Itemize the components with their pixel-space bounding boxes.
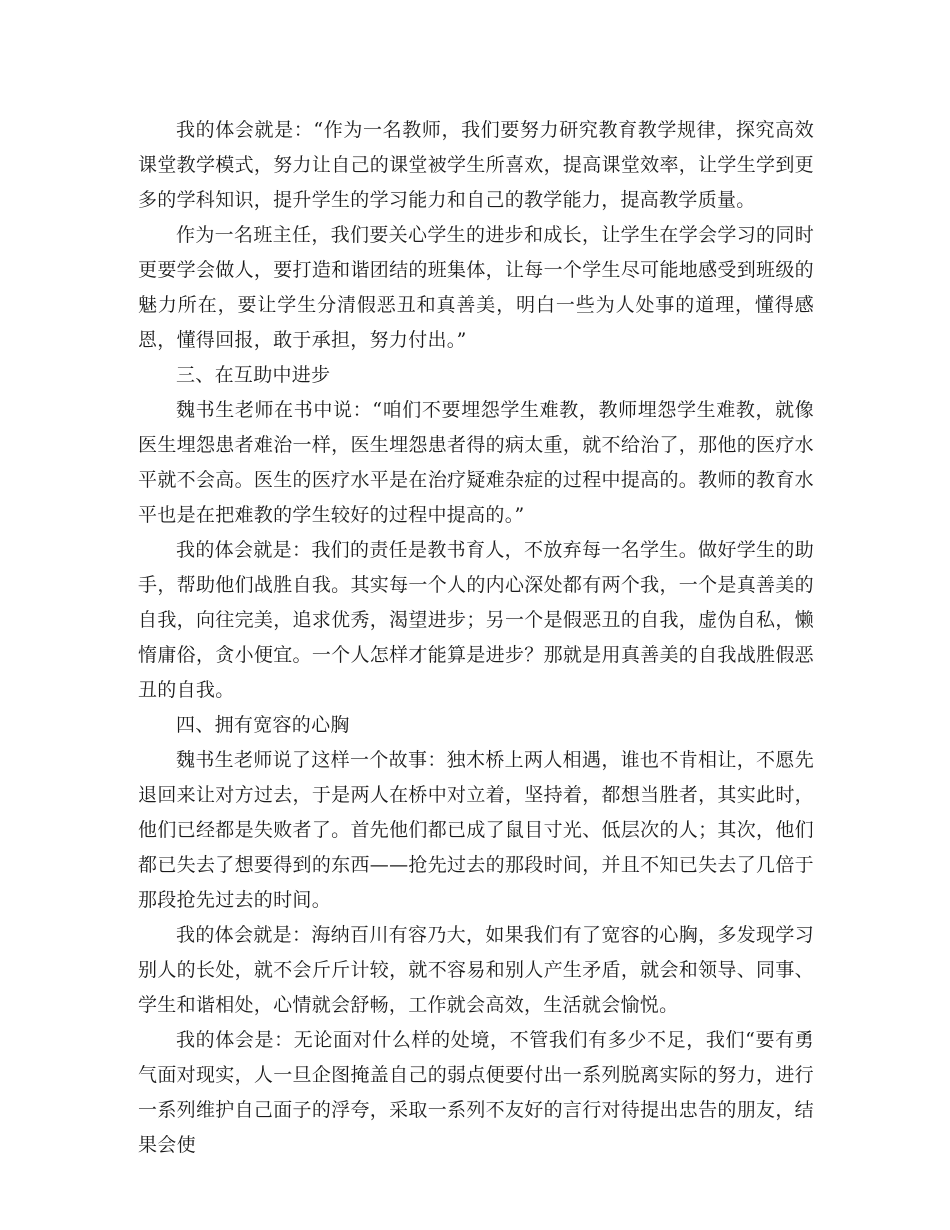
paragraph-responsibility: 我的体会就是：我们的责任是教书育人，不放弃每一名学生。做好学生的助手，帮助他们战胜自我。其实每一个人的内心深处都有两个我，一个是真善美的自我，向往完美，追求优秀，渴望进步；另一个是假恶丑的自我，虚伪自私，懒惰庸俗，贪小便宜。一个人怎样才能算是进步？那就是用真善美的自我战胜假恶丑的自我。 — [138, 539, 814, 701]
paragraph-class-teacher: 作为一名班主任，我们要关心学生的进步和成长，让学生在学会学习的同时更要学会做人，要打造和谐团结的班集体，让每一个学生尽可能地感受到班级的魅力所在，要让学生分清假恶丑和真善美，明白一些为人处事的道理，懂得感恩，懂得回报，敢于承担，努力付出。” — [138, 224, 814, 351]
document-body — [138, 113, 814, 1163]
paragraph-bridge-story: 魏书生老师说了这样一个故事：独木桥上两人相遇，谁也不肯相让，不愿先退回来让对方过去，于是两人在桥中对立着，坚持着，都想当胜者，其实此时，他们已经都是失败者了。首先他们都已成了鼠目寸光、低层次的人；其次，他们都已失去了想要得到的东西——抢先过去的那段时间，并且不知已失去了几倍于那段抢先过去的时间。 — [138, 749, 814, 911]
section-heading-tolerance: 四、拥有宽容的心胸 — [176, 714, 350, 736]
paragraph-tolerance-reflection: 我的体会就是：海纳百川有容乃大，如果我们有了宽容的心胸，多发现学习别人的长处，就不会斤斤计较，就不容易和别人产生矛盾，就会和领导、同事、学生和谐相处，心情就会舒畅，工作就会高效，生活就会愉悦。 — [138, 924, 814, 1016]
paragraph-courage-reflection: 我的体会是：无论面对什么样的处境，不管我们有多少不足，我们“要有勇气面对现实，人一旦企图掩盖自己的弱点便要付出一系列脱离实际的努力，进行一系列维护自己面子的浮夸，采取一系列不友好的言行对待提出忠告的朋友，结果会使 — [138, 1029, 814, 1156]
paragraph-wei-quote: 魏书生老师在书中说：“咱们不要埋怨学生难教，教师埋怨学生难教，就像医生埋怨患者难治一样，医生埋怨患者得的病太重，就不给治了，那他的医疗水平就不会高。医生的医疗水平是在治疗疑难杂症的过程中提高的。教师的教育水平也是在把难教的学生较好的过程中提高的。” — [138, 399, 814, 526]
section-heading-mutual-help: 三、在互助中进步 — [176, 364, 331, 386]
paragraph-teacher-reflection: 我的体会就是：“作为一名教师，我们要努力研究教育教学规律，探究高效课堂教学模式，努力让自己的课堂被学生所喜欢，提高课堂效率，让学生学到更多的学科知识，提升学生的学习能力和自己的教学能力，提高教学质量。 — [138, 119, 814, 211]
